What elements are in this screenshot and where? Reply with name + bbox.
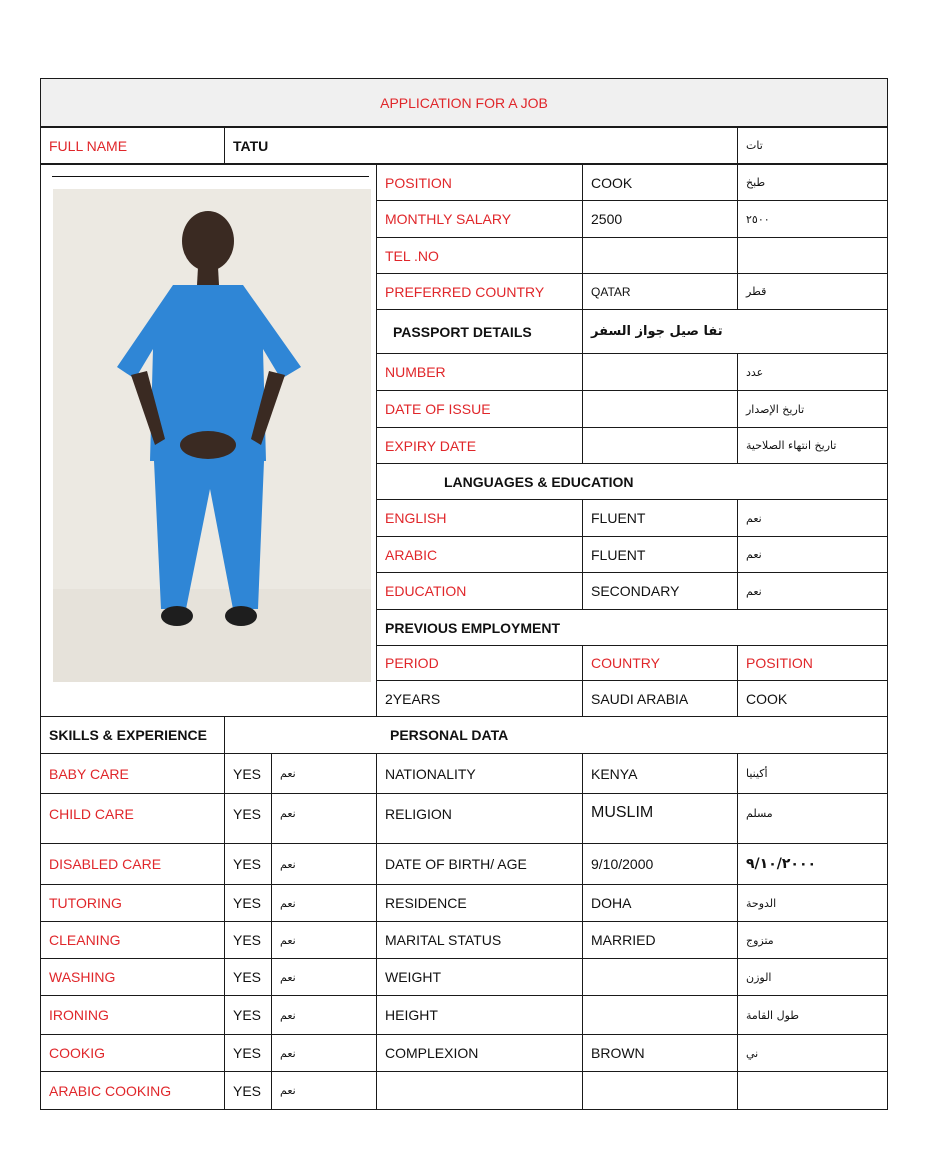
tel-arabic — [737, 237, 888, 274]
personal-label: RELIGION — [376, 793, 583, 844]
personal-label: MARITAL STATUS — [376, 921, 583, 959]
full-name-arabic: تات — [737, 127, 888, 164]
expiry-date-label: EXPIRY DATE — [376, 427, 583, 464]
position-arabic: طبخ — [737, 164, 888, 201]
personal-arabic: الدوحة — [737, 884, 888, 922]
skill-value: YES — [224, 1034, 272, 1072]
passport-heading: PASSPORT DETAILS — [376, 309, 583, 354]
skills-heading: SKILLS & EXPERIENCE — [40, 716, 225, 754]
personal-label: DATE OF BIRTH/ AGE — [376, 843, 583, 885]
employment-col-country: COUNTRY — [582, 645, 738, 681]
personal-value: DOHA — [582, 884, 738, 922]
arabic-value: FLUENT — [582, 536, 738, 573]
skill-value: YES — [224, 1071, 272, 1110]
skill-label: IRONING — [40, 995, 225, 1035]
photo-top-rule — [52, 176, 369, 177]
personal-value: MARRIED — [582, 921, 738, 959]
education-arabic: نعم — [737, 572, 888, 610]
skill-label: CLEANING — [40, 921, 225, 959]
personal-value — [582, 995, 738, 1035]
employment-col-period: PERIOD — [376, 645, 583, 681]
skill-arabic: نعم — [271, 921, 377, 959]
personal-arabic — [737, 1071, 888, 1110]
skill-arabic: نعم — [271, 1034, 377, 1072]
skill-label: WASHING — [40, 958, 225, 996]
passport-number-value — [582, 353, 738, 391]
full-name-label: FULL NAME — [40, 127, 225, 164]
arabic-arabic: نعم — [737, 536, 888, 573]
personal-value — [582, 958, 738, 996]
skill-label: COOKIG — [40, 1034, 225, 1072]
tel-value — [582, 237, 738, 274]
languages-heading: LANGUAGES & EDUCATION — [376, 463, 888, 500]
candidate-photo — [53, 189, 371, 682]
skill-value: YES — [224, 958, 272, 996]
hands — [180, 431, 236, 459]
personal-label: COMPLEXION — [376, 1034, 583, 1072]
position-label: POSITION — [376, 164, 583, 201]
salary-value: 2500 — [582, 200, 738, 238]
full-name-value: TATU — [224, 127, 738, 164]
skill-arabic: نعم — [271, 958, 377, 996]
skill-label: TUTORING — [40, 884, 225, 922]
skill-value: YES — [224, 753, 272, 794]
personal-heading: PERSONAL DATA — [224, 716, 888, 754]
skill-value: YES — [224, 793, 272, 844]
expiry-date-arabic: تاريخ انتهاء الصلاحية — [737, 427, 888, 464]
skill-arabic: نعم — [271, 1071, 377, 1110]
employment-heading: PREVIOUS EMPLOYMENT — [376, 609, 888, 646]
english-arabic: نعم — [737, 499, 888, 537]
skill-label: BABY CARE — [40, 753, 225, 794]
skill-arabic: نعم — [271, 995, 377, 1035]
skill-label: DISABLED CARE — [40, 843, 225, 885]
personal-value: MUSLIM — [582, 793, 738, 844]
skill-arabic: نعم — [271, 884, 377, 922]
personal-value — [582, 1071, 738, 1110]
issue-date-value — [582, 390, 738, 428]
personal-value: KENYA — [582, 753, 738, 794]
country-value: QATAR — [582, 273, 738, 310]
personal-arabic: طول القامة — [737, 995, 888, 1035]
personal-arabic: أكينيا — [737, 753, 888, 794]
left-shoe — [161, 606, 193, 626]
skill-value: YES — [224, 884, 272, 922]
issue-date-label: DATE OF ISSUE — [376, 390, 583, 428]
form-title: APPLICATION FOR A JOB — [40, 78, 888, 127]
salary-arabic: ٢٥٠٠ — [737, 200, 888, 238]
position-value: COOK — [582, 164, 738, 201]
personal-arabic: ني — [737, 1034, 888, 1072]
personal-label: WEIGHT — [376, 958, 583, 996]
passport-number-label: NUMBER — [376, 353, 583, 391]
skill-value: YES — [224, 921, 272, 959]
personal-arabic: مسلم — [737, 793, 888, 844]
education-value: SECONDARY — [582, 572, 738, 610]
employment-position: COOK — [737, 680, 888, 717]
country-arabic: قطر — [737, 273, 888, 310]
expiry-date-value — [582, 427, 738, 464]
country-label: PREFERRED COUNTRY — [376, 273, 583, 310]
candidate-head — [182, 211, 234, 271]
education-label: EDUCATION — [376, 572, 583, 610]
right-shoe — [225, 606, 257, 626]
issue-date-arabic: تاريخ الإصدار — [737, 390, 888, 428]
skill-arabic: نعم — [271, 793, 377, 844]
tel-label: TEL .NO — [376, 237, 583, 274]
personal-value: BROWN — [582, 1034, 738, 1072]
personal-value: 9/10/2000 — [582, 843, 738, 885]
skill-arabic: نعم — [271, 843, 377, 885]
english-value: FLUENT — [582, 499, 738, 537]
personal-label: NATIONALITY — [376, 753, 583, 794]
skill-label: ARABIC COOKING — [40, 1071, 225, 1110]
personal-label — [376, 1071, 583, 1110]
personal-arabic: متزوج — [737, 921, 888, 959]
arabic-label: ARABIC — [376, 536, 583, 573]
personal-label: RESIDENCE — [376, 884, 583, 922]
salary-label: MONTHLY SALARY — [376, 200, 583, 238]
personal-arabic: الوزن — [737, 958, 888, 996]
skill-label: CHILD CARE — [40, 793, 225, 844]
employment-period: 2YEARS — [376, 680, 583, 717]
employment-country: SAUDI ARABIA — [582, 680, 738, 717]
candidate-neck — [197, 267, 219, 285]
skill-value: YES — [224, 843, 272, 885]
employment-col-position: POSITION — [737, 645, 888, 681]
personal-arabic: ٩/١٠/٢٠٠٠ — [737, 843, 888, 885]
skill-arabic: نعم — [271, 753, 377, 794]
passport-number-arabic: عدد — [737, 353, 888, 391]
english-label: ENGLISH — [376, 499, 583, 537]
skill-value: YES — [224, 995, 272, 1035]
photo-floor — [53, 589, 371, 682]
personal-label: HEIGHT — [376, 995, 583, 1035]
passport-heading-arabic: تفا صيل جواز السفر — [582, 309, 888, 354]
job-application-form — [40, 78, 889, 1111]
